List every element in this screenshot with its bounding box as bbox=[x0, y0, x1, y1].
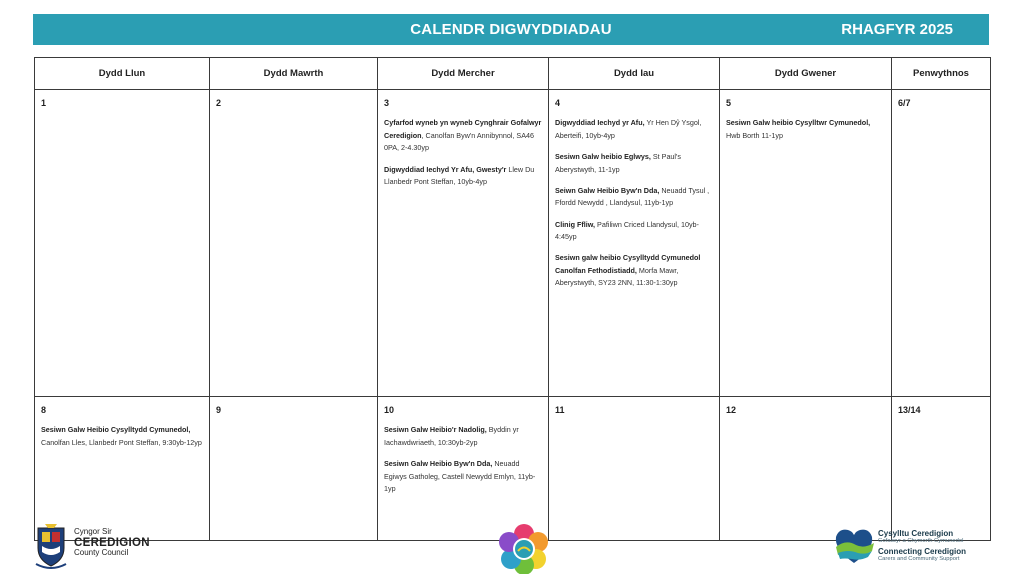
connecting-english-title: Connecting Ceredigion bbox=[878, 546, 966, 556]
day-cell bbox=[720, 90, 892, 397]
calendar-banner bbox=[33, 14, 989, 45]
connecting-english-sub: Carers and Community Support bbox=[878, 556, 960, 563]
connecting-welsh-title: Cysylltu Ceredigion bbox=[878, 529, 954, 538]
day-cell bbox=[378, 397, 549, 541]
event-title: Seiwn Galw Heibio Byw'n Dda, bbox=[555, 185, 660, 195]
day-cell bbox=[210, 397, 378, 541]
event-title: Digwyddiad Iechyd yr Afu, bbox=[555, 118, 645, 128]
weekday-thursday: Dydd Iau bbox=[549, 58, 720, 90]
event-detail: Byddin yr Iachawdwriaeth, 10:30yb-2yp bbox=[384, 425, 519, 447]
weekday-wednesday: Dydd Mercher bbox=[378, 58, 549, 90]
event-entry bbox=[384, 424, 542, 449]
weekday-tuesday: Dydd Mawrth bbox=[210, 58, 378, 90]
week-row bbox=[35, 397, 991, 541]
event-title: Digwyddiad Iechyd Yr Afu, Gwesty'r bbox=[384, 164, 507, 174]
council-crest-icon bbox=[34, 522, 68, 570]
day-cell bbox=[210, 90, 378, 397]
day-number: 6/7 bbox=[898, 98, 911, 108]
day-number: 8 bbox=[41, 405, 47, 415]
event-entry bbox=[555, 117, 713, 142]
event-entry bbox=[41, 424, 203, 449]
council-line1: Cyngor Sir bbox=[74, 527, 112, 536]
day-number: 2 bbox=[216, 98, 222, 108]
event-detail: Pafiliwn Criced Llandysul, 10yb-4:45yp bbox=[555, 219, 699, 242]
event-title: Sesiwn Galw heibio Cysylltwr Cymunedol, bbox=[726, 118, 871, 128]
day-number: 12 bbox=[726, 405, 737, 415]
event-title: Sesiwn Galw Heibio Cysylltydd Cymunedol, bbox=[41, 425, 191, 435]
week-row bbox=[35, 90, 991, 397]
event-title: Sesiwn galw heibio Cysylltydd Cymunedol Canolfan Fethodistiadd, bbox=[555, 253, 701, 275]
event-detail: Neuadd Egiwys Gatholeg, Castell Newydd Emlyn, 11yb-1yp bbox=[384, 459, 536, 493]
event-detail: Morfa Mawr, Aberystwyth, SY23 2NN, 11:30-1:30yp bbox=[555, 265, 679, 288]
day-cell bbox=[35, 397, 210, 541]
event-title: Sesiwn Galw Heibio Byw'n Dda, bbox=[384, 459, 493, 469]
day-number: 3 bbox=[384, 98, 390, 108]
day-number: 4 bbox=[555, 98, 561, 108]
event-title: Clinig Ffliw, bbox=[555, 219, 596, 229]
event-detail: St Paul's Aberystwyth, 11-1yp bbox=[555, 152, 681, 174]
day-number: 5 bbox=[726, 98, 732, 108]
day-number: 10 bbox=[384, 405, 395, 415]
event-entry bbox=[555, 151, 713, 176]
council-line2: CEREDIGION bbox=[74, 536, 150, 549]
weekday-header-row bbox=[35, 58, 991, 90]
day-number: 9 bbox=[216, 405, 222, 415]
day-cell bbox=[892, 90, 991, 397]
event-entry bbox=[555, 252, 713, 289]
event-entry bbox=[384, 117, 542, 154]
calendar-month: RHAGFYR 2025 bbox=[841, 21, 953, 38]
event-entry bbox=[384, 458, 542, 495]
event-entry bbox=[384, 164, 542, 189]
flower-logo-icon bbox=[499, 524, 549, 574]
weekday-monday: Dydd Llun bbox=[35, 58, 210, 90]
connecting-welsh-sub: Gofalwyr a Chymorth Cymunedol bbox=[878, 538, 964, 545]
council-line3: County Council bbox=[74, 548, 129, 558]
event-entry bbox=[555, 185, 713, 210]
day-cell bbox=[720, 397, 892, 541]
heart-hills-icon bbox=[832, 525, 876, 565]
day-cell bbox=[549, 90, 720, 397]
event-title: Sesiwn Galw heibio Eglwys, bbox=[555, 152, 651, 162]
event-title: Sesiwn Galw Heibio'r Nadolig, bbox=[384, 425, 487, 435]
day-number: 13/14 bbox=[898, 405, 921, 415]
day-number: 1 bbox=[41, 98, 47, 108]
event-detail: Neuadd Tysul , Ffordd Newydd , Llandysul, 11yb-1yp bbox=[555, 185, 710, 208]
event-detail: Llew Du Llanbedr Pont Steffan, 10yb-4yp bbox=[384, 164, 535, 186]
event-title: Cyfarfod wyneb yn wyneb Cynghrair Gofalwyr Ceredigion bbox=[384, 118, 542, 140]
day-cell bbox=[549, 397, 720, 541]
day-number: 11 bbox=[555, 405, 565, 415]
weekday-friday: Dydd Gwener bbox=[720, 58, 892, 90]
event-entry bbox=[726, 117, 885, 142]
calendar-title: CALENDR DIGWYDDIADAU bbox=[410, 21, 612, 38]
event-detail: Hwb Borth 11-1yp bbox=[726, 130, 783, 140]
ceredigion-council-logo bbox=[34, 522, 154, 572]
event-entry bbox=[555, 219, 713, 244]
day-cell bbox=[892, 397, 991, 541]
day-cell bbox=[378, 90, 549, 397]
calendar-table bbox=[34, 57, 991, 541]
connecting-ceredigion-logo bbox=[832, 523, 992, 571]
weekday-weekend: Penwythnos bbox=[892, 58, 991, 90]
event-detail: Yr Hen Dŷ Ysgol, Aberteifi, 10yb-4yp bbox=[555, 118, 702, 140]
event-detail: Canolfan Lles, Llanbedr Pont Steffan, 9:30yb-12yp bbox=[41, 437, 202, 447]
event-detail: , Canolfan Byw'n Annibynnol, SA46 0PA, 2-4.30yp bbox=[384, 130, 534, 153]
day-cell bbox=[35, 90, 210, 397]
